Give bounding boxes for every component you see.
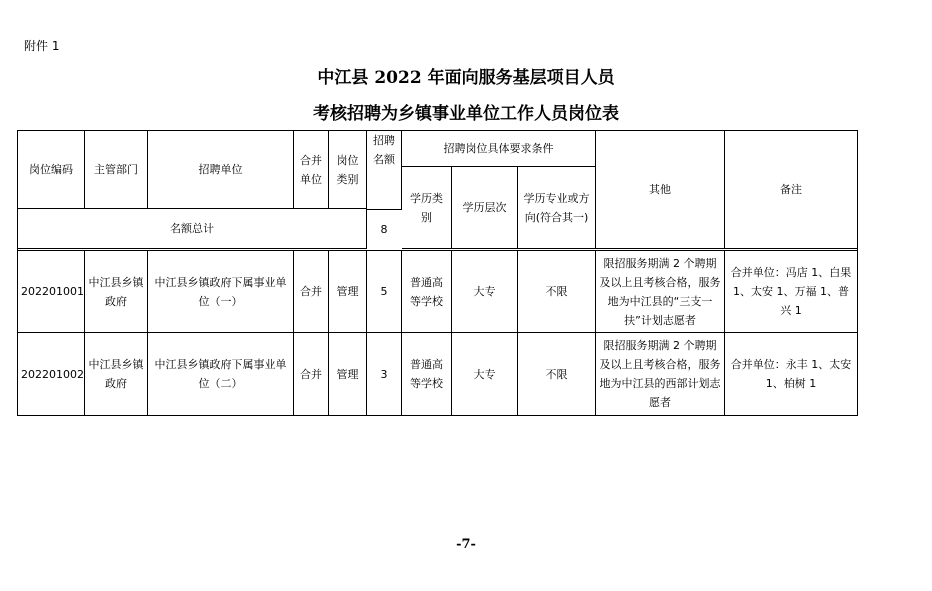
- edu-level-cell: 大专: [452, 333, 518, 416]
- title-line-1: 中江县 2022 年面向服务基层项目人员: [317, 68, 615, 88]
- header-edu-type: 学历类别: [402, 167, 452, 249]
- header-merge: 合并单位: [294, 131, 329, 209]
- positions-table: [17, 130, 858, 416]
- table-row: [18, 251, 858, 333]
- other-cell: 限招服务期满 2 个聘期及以上且考核合格，服务地为中江县的“三支一扶”计划志愿者: [596, 251, 725, 333]
- quota-cell: 3: [367, 333, 402, 416]
- other-cell: 限招服务期满 2 个聘期及以上且考核合格，服务地为中江县的西部计划志愿者: [596, 333, 725, 416]
- table-row: [18, 333, 858, 416]
- header-remarks: 备注: [725, 131, 858, 249]
- total-value: 8: [367, 209, 402, 249]
- edu-type-cell: 普通高等学校: [402, 333, 452, 416]
- header-quota: 招聘名额: [367, 131, 402, 249]
- post-code-cell: 202201002: [18, 333, 85, 416]
- merge-cell: 合并: [294, 333, 329, 416]
- header-requirements: 招聘岗位具体要求条件: [402, 131, 596, 167]
- header-department: 主管部门: [85, 131, 148, 209]
- category-cell: 管理: [329, 251, 367, 333]
- major-cell: 不限: [518, 333, 596, 416]
- title-line-2: 考核招聘为乡镇事业单位工作人员岗位表: [313, 104, 619, 124]
- page-number: -7-: [456, 537, 476, 552]
- header-edu-level: 学历层次: [452, 167, 518, 249]
- post-code-cell: 202201001: [18, 251, 85, 333]
- category-cell: 管理: [329, 333, 367, 416]
- header-unit: 招聘单位: [148, 131, 294, 209]
- edu-type-cell: 普通高等学校: [402, 251, 452, 333]
- quota-cell: 5: [367, 251, 402, 333]
- remarks-cell: 合并单位：永丰 1、太安 1、柏树 1: [725, 333, 858, 416]
- header-other: 其他: [596, 131, 725, 249]
- remarks-cell: 合并单位：冯店 1、白果 1、太安 1、万福 1、普兴 1: [725, 251, 858, 333]
- department-cell: 中江县乡镇政府: [85, 333, 148, 416]
- header-category: 岗位类别: [329, 131, 367, 209]
- header-post-code: 岗位编码: [18, 131, 85, 209]
- edu-level-cell: 大专: [452, 251, 518, 333]
- header-major: 学历专业或方向(符合其一): [518, 167, 596, 249]
- unit-cell: 中江县乡镇政府下属事业单位（二）: [148, 333, 294, 416]
- total-label: 名额总计: [18, 209, 367, 249]
- merge-cell: 合并: [294, 251, 329, 333]
- department-cell: 中江县乡镇政府: [85, 251, 148, 333]
- major-cell: 不限: [518, 251, 596, 333]
- unit-cell: 中江县乡镇政府下属事业单位（一）: [148, 251, 294, 333]
- attachment-label: 附件 1: [24, 39, 60, 53]
